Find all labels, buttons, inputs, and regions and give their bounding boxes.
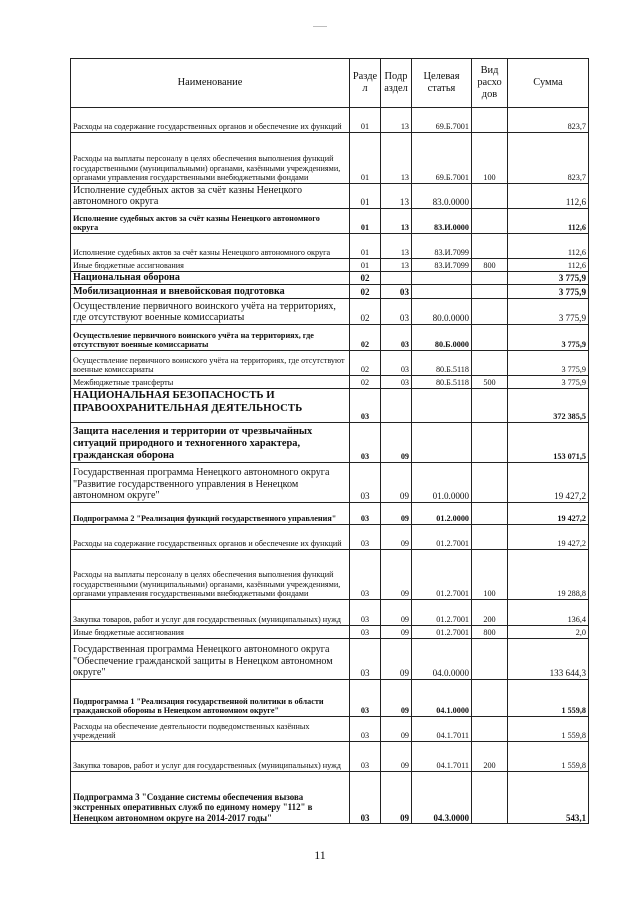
row-type xyxy=(472,108,508,133)
header-type-line-1: Вид xyxy=(480,64,499,76)
row-subsection: 09 xyxy=(381,639,412,680)
table-row xyxy=(71,742,589,772)
row-section: 03 xyxy=(350,423,381,463)
table-row xyxy=(71,259,589,272)
header-type-line-3: дов xyxy=(481,89,498,101)
header-name: Наименование xyxy=(71,59,350,108)
row-target: 04.1.7011 xyxy=(412,742,472,772)
table-row xyxy=(71,717,589,742)
row-name: Осуществление первичного воинского учёта на территориях, где отсутствуют военные комиссариаты xyxy=(71,351,350,376)
row-amount: 3 775,9 xyxy=(508,272,589,285)
row-subsection: 13 xyxy=(381,234,412,259)
row-section: 03 xyxy=(350,639,381,680)
table-row xyxy=(71,389,589,423)
row-target: 01.2.7001 xyxy=(412,600,472,626)
budget-table xyxy=(70,58,589,824)
table-row xyxy=(71,525,589,550)
row-name: Расходы на выплаты персоналу в целях обеспечения выполнения функций государственными (муниципальными) органами, казёнными учреждениями, органами управления государственными внебюджетными фондами xyxy=(71,550,350,600)
row-amount: 1 559,8 xyxy=(508,742,589,772)
row-type xyxy=(472,389,508,423)
header-subsection xyxy=(381,59,412,108)
row-section: 03 xyxy=(350,389,381,423)
row-name: Подпрограмма 3 "Создание системы обеспечения вызова экстренных оперативных служб по единому номеру "112" в Ненецком автономном округе на 2014-2017 годы" xyxy=(71,772,350,824)
row-name: Защита населения и территории от чрезвычайных ситуаций природного и техногенного характера, гражданская оборона xyxy=(71,423,350,463)
row-target xyxy=(412,423,472,463)
row-subsection xyxy=(381,389,412,423)
table-row xyxy=(71,463,589,503)
row-section: 02 xyxy=(350,299,381,325)
row-amount: 823,7 xyxy=(508,133,589,184)
table-row xyxy=(71,108,589,133)
row-target: 80.Б.5118 xyxy=(412,351,472,376)
row-subsection: 13 xyxy=(381,133,412,184)
row-type: 500 xyxy=(472,376,508,389)
row-type xyxy=(472,423,508,463)
row-subsection: 13 xyxy=(381,259,412,272)
row-amount: 19 427,2 xyxy=(508,503,589,525)
row-amount: 19 427,2 xyxy=(508,463,589,503)
row-subsection: 09 xyxy=(381,503,412,525)
row-section: 03 xyxy=(350,550,381,600)
row-section: 03 xyxy=(350,600,381,626)
row-type xyxy=(472,717,508,742)
row-section: 03 xyxy=(350,525,381,550)
row-subsection: 13 xyxy=(381,209,412,234)
row-amount: 3 775,9 xyxy=(508,351,589,376)
row-section: 01 xyxy=(350,184,381,209)
row-name: Мобилизационная и вневойсковая подготовка xyxy=(71,285,350,299)
row-target: 83.И.0000 xyxy=(412,209,472,234)
row-subsection: 09 xyxy=(381,463,412,503)
row-amount: 112,6 xyxy=(508,184,589,209)
row-type xyxy=(472,525,508,550)
header-target-line-1: Целевая xyxy=(423,70,460,82)
row-section: 01 xyxy=(350,259,381,272)
row-section: 03 xyxy=(350,463,381,503)
page-number: 11 xyxy=(314,848,326,862)
row-name: Межбюджетные трансферты xyxy=(71,376,350,389)
row-amount: 543,1 xyxy=(508,772,589,824)
row-subsection: 09 xyxy=(381,550,412,600)
row-subsection: 13 xyxy=(381,184,412,209)
row-target: 69.Б.7001 xyxy=(412,133,472,184)
row-type xyxy=(472,503,508,525)
row-target: 83.0.0000 xyxy=(412,184,472,209)
row-amount: 2,0 xyxy=(508,626,589,639)
row-amount: 3 775,9 xyxy=(508,285,589,299)
row-target: 80.Б.0000 xyxy=(412,325,472,351)
header-subsection-line-1: Подр xyxy=(384,70,408,82)
row-target: 04.3.0000 xyxy=(412,772,472,824)
row-amount: 3 775,9 xyxy=(508,376,589,389)
row-type: 800 xyxy=(472,259,508,272)
row-section: 01 xyxy=(350,133,381,184)
row-section: 02 xyxy=(350,272,381,285)
row-type xyxy=(472,299,508,325)
row-subsection: 03 xyxy=(381,299,412,325)
row-name: Расходы на обеспечение деятельности подведомственных казённых учреждений xyxy=(71,717,350,742)
row-section: 01 xyxy=(350,108,381,133)
table-row xyxy=(71,680,589,717)
row-target xyxy=(412,389,472,423)
row-name: Расходы на выплаты персоналу в целях обеспечения выполнения функций государственными (муниципальными) органами, казёнными учреждениями, органами управления государственными внебюджетными фондами xyxy=(71,133,350,184)
row-section: 02 xyxy=(350,285,381,299)
row-subsection: 09 xyxy=(381,742,412,772)
row-type xyxy=(472,463,508,503)
row-target: 04.1.7011 xyxy=(412,717,472,742)
row-amount: 19 427,2 xyxy=(508,525,589,550)
table-row xyxy=(71,209,589,234)
row-name: Закупка товаров, работ и услуг для государственных (муниципальных) нужд xyxy=(71,600,350,626)
row-name: Исполнение судебных актов за счёт казны Ненецкого автономного округа xyxy=(71,234,350,259)
row-type xyxy=(472,639,508,680)
row-target: 69.Б.7001 xyxy=(412,108,472,133)
row-target: 04.0.0000 xyxy=(412,639,472,680)
row-subsection: 03 xyxy=(381,376,412,389)
header-type xyxy=(472,59,508,108)
row-target xyxy=(412,285,472,299)
row-name: Государственная программа Ненецкого автономного округа "Обеспечение гражданской защиты в Ненецком автономном округе" xyxy=(71,639,350,680)
header-amount: Сумма xyxy=(508,59,589,108)
top-mark xyxy=(313,26,327,27)
table-row xyxy=(71,285,589,299)
row-type xyxy=(472,351,508,376)
row-type: 200 xyxy=(472,600,508,626)
row-type: 800 xyxy=(472,626,508,639)
row-subsection: 09 xyxy=(381,600,412,626)
row-target: 01.2.7001 xyxy=(412,525,472,550)
table-row xyxy=(71,184,589,209)
row-name: Иные бюджетные ассигнования xyxy=(71,259,350,272)
row-name: Закупка товаров, работ и услуг для государственных (муниципальных) нужд xyxy=(71,742,350,772)
table-row xyxy=(71,550,589,600)
row-amount: 823,7 xyxy=(508,108,589,133)
row-name: Исполнение судебных актов за счёт казны Ненецкого автономного округа xyxy=(71,184,350,209)
row-amount: 372 385,5 xyxy=(508,389,589,423)
row-section: 03 xyxy=(350,742,381,772)
row-type xyxy=(472,272,508,285)
table-row xyxy=(71,325,589,351)
row-amount: 19 288,8 xyxy=(508,550,589,600)
table-row xyxy=(71,600,589,626)
row-subsection: 09 xyxy=(381,680,412,717)
row-name: Национальная оборона xyxy=(71,272,350,285)
table-row xyxy=(71,299,589,325)
row-name: Государственная программа Ненецкого автономного округа "Развитие государственного управления в Ненецком автономном округе" xyxy=(71,463,350,503)
table-row xyxy=(71,626,589,639)
row-subsection: 09 xyxy=(381,772,412,824)
table-row xyxy=(71,133,589,184)
row-amount: 153 071,5 xyxy=(508,423,589,463)
table-row xyxy=(71,639,589,680)
row-target: 83.И.7099 xyxy=(412,259,472,272)
row-type xyxy=(472,680,508,717)
row-subsection: 03 xyxy=(381,351,412,376)
row-name: Исполнение судебных актов за счёт казны Ненецкого автономного округа xyxy=(71,209,350,234)
row-amount: 1 559,8 xyxy=(508,717,589,742)
row-subsection: 09 xyxy=(381,423,412,463)
row-name: НАЦИОНАЛЬНАЯ БЕЗОПАСНОСТЬ И ПРАВООХРАНИТЕЛЬНАЯ ДЕЯТЕЛЬНОСТЬ xyxy=(71,389,350,423)
row-target: 83.И.7099 xyxy=(412,234,472,259)
row-type xyxy=(472,325,508,351)
header-section-line-2: л xyxy=(362,83,368,94)
row-type: 100 xyxy=(472,133,508,184)
row-section: 01 xyxy=(350,209,381,234)
row-subsection xyxy=(381,272,412,285)
row-section: 02 xyxy=(350,325,381,351)
row-amount: 3 775,9 xyxy=(508,299,589,325)
row-section: 03 xyxy=(350,772,381,824)
header-type-line-2: расхо xyxy=(477,76,502,88)
row-section: 03 xyxy=(350,680,381,717)
row-name: Расходы на содержание государственных органов и обеспечение их функций xyxy=(71,108,350,133)
row-target: 01.2.7001 xyxy=(412,626,472,639)
row-target: 80.0.0000 xyxy=(412,299,472,325)
header-section xyxy=(350,59,381,108)
row-type xyxy=(472,184,508,209)
header-section-line-1: Разде xyxy=(352,70,378,82)
row-section: 02 xyxy=(350,376,381,389)
row-amount: 112,6 xyxy=(508,259,589,272)
row-section: 03 xyxy=(350,717,381,742)
row-type xyxy=(472,234,508,259)
table-row xyxy=(71,503,589,525)
row-amount: 1 559,8 xyxy=(508,680,589,717)
table-row xyxy=(71,772,589,824)
row-amount: 112,6 xyxy=(508,234,589,259)
header-subsection-line-2: аздел xyxy=(384,83,408,94)
row-type xyxy=(472,285,508,299)
row-subsection: 09 xyxy=(381,525,412,550)
table-row xyxy=(71,272,589,285)
row-name: Подпрограмма 2 "Реализация функций государственного управления" xyxy=(71,503,350,525)
row-target: 01.2.0000 xyxy=(412,503,472,525)
table-header-row xyxy=(71,59,589,108)
row-subsection: 03 xyxy=(381,325,412,351)
row-amount: 112,6 xyxy=(508,209,589,234)
row-section: 01 xyxy=(350,234,381,259)
table-row xyxy=(71,376,589,389)
header-target-line-2: статья xyxy=(427,83,456,94)
row-subsection: 09 xyxy=(381,626,412,639)
row-name: Подпрограмма 1 "Реализация государственной политики в области гражданской обороны в Ненецком автономном округе" xyxy=(71,680,350,717)
row-name: Иные бюджетные ассигнования xyxy=(71,626,350,639)
row-subsection: 13 xyxy=(381,108,412,133)
row-name: Осуществление первичного воинского учёта на территориях, где отсутствуют военные комиссариаты xyxy=(71,325,350,351)
header-target xyxy=(412,59,472,108)
row-name: Осуществление первичного воинского учёта на территориях, где отсутствуют военные комиссариаты xyxy=(71,299,350,325)
row-target: 04.1.0000 xyxy=(412,680,472,717)
table-row xyxy=(71,423,589,463)
row-amount: 133 644,3 xyxy=(508,639,589,680)
row-target: 80.Б.5118 xyxy=(412,376,472,389)
row-type: 200 xyxy=(472,742,508,772)
row-subsection: 03 xyxy=(381,285,412,299)
row-amount: 3 775,9 xyxy=(508,325,589,351)
row-target: 01.0.0000 xyxy=(412,463,472,503)
table-row xyxy=(71,234,589,259)
row-target xyxy=(412,272,472,285)
row-section: 03 xyxy=(350,503,381,525)
row-type: 100 xyxy=(472,550,508,600)
row-section: 03 xyxy=(350,626,381,639)
row-amount: 136,4 xyxy=(508,600,589,626)
row-subsection: 09 xyxy=(381,717,412,742)
row-type xyxy=(472,772,508,824)
row-target: 01.2.7001 xyxy=(412,550,472,600)
row-type xyxy=(472,209,508,234)
row-name: Расходы на содержание государственных органов и обеспечение их функций xyxy=(71,525,350,550)
table-row xyxy=(71,351,589,376)
row-section: 02 xyxy=(350,351,381,376)
